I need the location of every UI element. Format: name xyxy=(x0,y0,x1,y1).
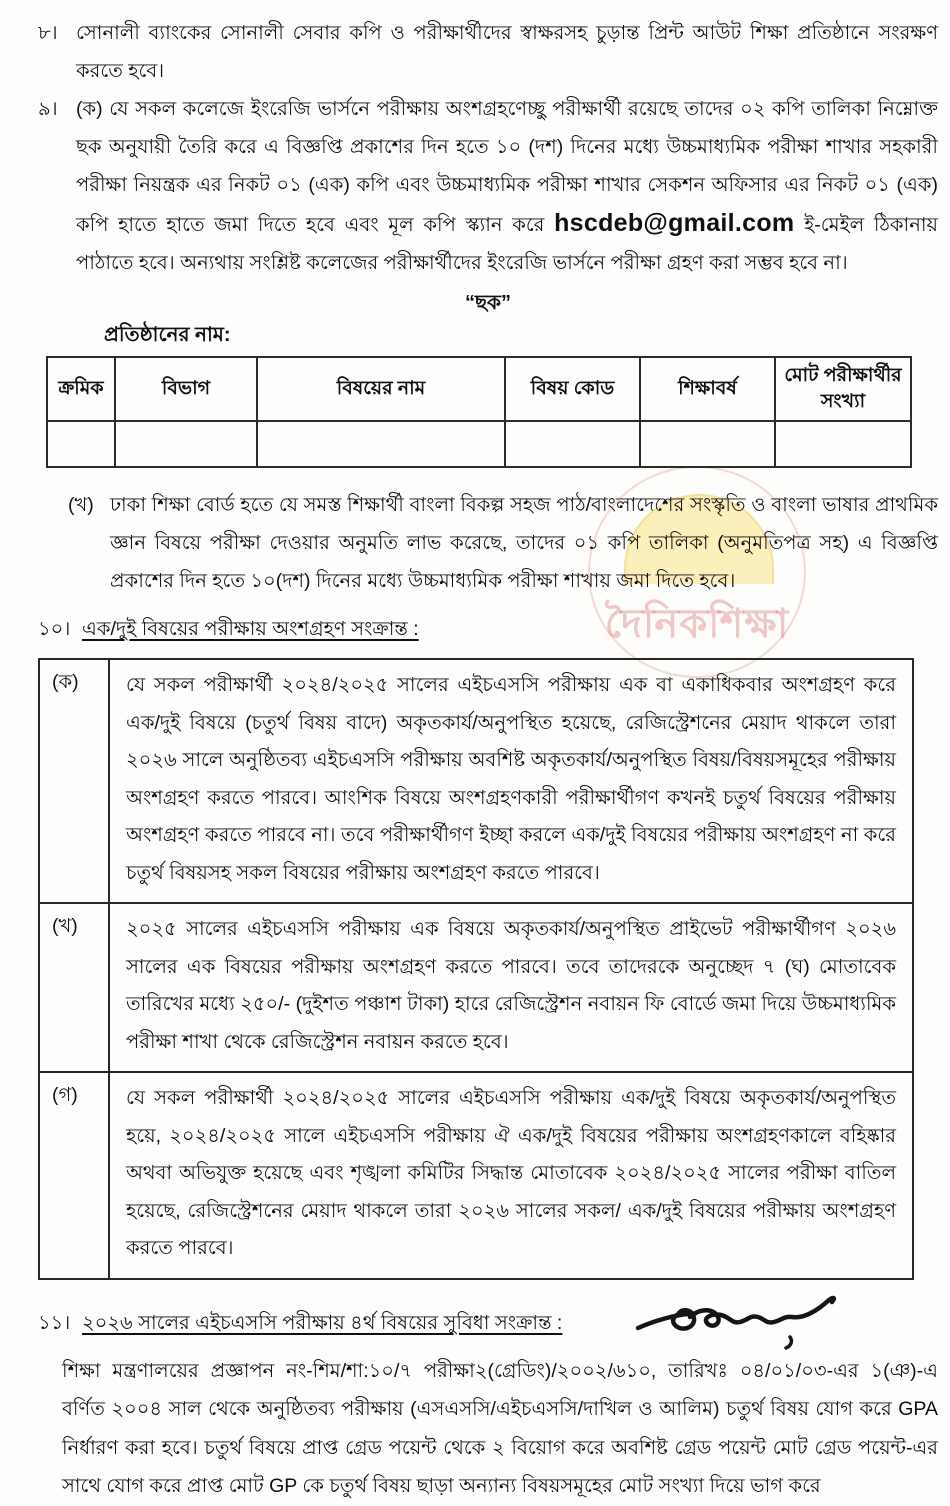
rule-ka-label: (ক) xyxy=(40,660,110,902)
empty-cell xyxy=(47,421,115,467)
col-header-group: বিভাগ xyxy=(115,357,257,421)
col-header-serial: ক্রমিক xyxy=(47,357,115,421)
watermark-text: দৈনিকশিক্ষা xyxy=(604,602,790,646)
rule-row-kha xyxy=(40,904,912,1073)
col-header-total-examinees: মোট পরীক্ষার্থীর সংখ্যা xyxy=(775,357,911,421)
empty-cell xyxy=(505,421,640,467)
signature-icon xyxy=(632,1290,842,1352)
item-11-text: শিক্ষা মন্ত্রণালয়ের প্রজ্ঞাপন নং-শিম/শা:১০/৭ পরীক্ষা২(গ্রেডিং)/২০০২/৬১০, তারিখঃ ০৪/০১/০৩-এর ১(ঞ)-এ বর্ণিত ২০০৪ সাল থেকে অনুষ্ঠিতব্য পরীক্ষায় (এসএসসি/এইচএসসি/দাখিল ও আলিম) চতুর্থ বিষয় যোগ করে GPA নির্ধারণ করা হবে। চতুর্থ বিষয়ে প্রাপ্ত গ্রেড পয়েন্ট থেকে ২ বিয়োগ করে অবশিষ্ট গ্রেড পয়েন্ট মোট গ্রেড পয়েন্ট-এর সাথে যোগ করে প্রাপ্ত মোট GP কে চতুর্থ বিষয় ছাড়া অন্যান্য বিষয়সমূহের মোট সংখ্যা দিয়ে ভাগ করে xyxy=(62,1359,938,1497)
empty-cell xyxy=(257,421,505,467)
rule-ga-text: যে সকল পরীক্ষার্থী ২০২৪/২০২৫ সালের এইচএসসি পরীক্ষায় এক/দুই বিষয়ে অকৃতকার্য/অনুপস্থিত হয়ে, ২০২৪/২০২৫ সালে এইচএসসি পরীক্ষায় ঐ এক/দুই বিষয়ের পরীক্ষায় অংশগ্রহণকালে বহিষ্কার অথবা অভিযুক্ত হয়েছে এবং শৃঙ্খলা কমিটির সিদ্ধান্ত মোতাবেক ২০২৪/২০২৫ সালের পরীক্ষা বাতিল হয়েছে, রেজিস্ট্রেশনের মেয়াদ থাকলে তারা ২০২৬ সালের সকল/ এক/দুই বিষয়ের পরীক্ষায় অংশগ্রহণ করতে পারবে। xyxy=(126,1087,897,1259)
item-9 xyxy=(38,90,938,282)
item-10-number: ১০। xyxy=(38,618,71,640)
item-11-heading-text: ২০২৬ সালের এইচএসসি পরীক্ষায় ৪র্থ বিষয়ের সুবিধা সংক্রান্ত : xyxy=(82,1311,563,1334)
signature-scribble xyxy=(632,1290,842,1357)
email-address: hscdeb@gmail.com xyxy=(554,209,795,237)
table-header-row xyxy=(47,357,911,421)
rule-ga-label: (গ) xyxy=(40,1073,110,1278)
item-9-kha-label: (খ) xyxy=(68,494,94,516)
institution-name-label: প্রতিষ্ঠানের নাম: xyxy=(104,324,231,346)
col-header-academic-year: শিক্ষাবর্ষ xyxy=(640,357,775,421)
item-9-kha xyxy=(38,486,938,600)
empty-cell xyxy=(640,421,775,467)
item-9-number: ৯। xyxy=(38,98,58,120)
item-9-kha-text: ঢাকা শিক্ষা বোর্ড হতে যে সমস্ত শিক্ষার্থী বাংলা বিকল্প সহজ পাঠ/বাংলাদেশের সংস্কৃতি ও বাংলা ভাষার প্রাথমিক জ্ঞান বিষয়ে পরীক্ষা দেওয়ার অনুমতি লাভ করেছে, তাদের ০১ কপি তালিকা (অনুমতিপত্র সহ) এ বিজ্ঞপ্তি প্রকাশের দিন হতে ১০(দশ) দিনের মধ্যে উচ্চমাধ্যমিক পরীক্ষা শাখায় জমা দিতে হবে। xyxy=(110,494,938,592)
rule-ka-text: যে সকল পরীক্ষার্থী ২০২৪/২০২৫ সালের এইচএসসি পরীক্ষায় এক বা একাধিকবার অংশগ্রহণ করে এক/দুই বিষয়ে (চতুর্থ বিষয় বাদে) অকৃতকার্য/অনুপস্থিত হয়েছে, রেজিস্ট্রেশনের মেয়াদ থাকলে তারা ২০২৬ সালে অনুষ্ঠিতব্য এইচএসসি পরীক্ষায় অবশিষ্ট অকৃতকার্য/অনুপস্থিত বিষয়/বিষয়সমূহের পরীক্ষায় অংশগ্রহণ করতে পারবে। আংশিক বিষয়ে অংশগ্রহণকারী পরীক্ষার্থীগণ কখনই চতুর্থ বিষয়ের পরীক্ষায় অংশগ্রহণ করতে পারবে না। তবে পরীক্ষার্থীগণ ইচ্ছা করলে এক/দুই বিষয়ের পরীক্ষায় অংশগ্রহণ না করে চতুর্থ বিষয়সহ সকল বিষয়ের পরীক্ষায় অংশগ্রহণ করতে পারবে। xyxy=(126,674,896,884)
english-version-candidates-table xyxy=(46,356,912,468)
item-9-text-before-email: যে সকল কলেজে ইংরেজি ভার্সনে পরীক্ষায় অংশগ্রহণেচ্ছু পরীক্ষার্থী রয়েছে তাদের ০২ কপি তালিকা নিম্নোক্ত ছক অনুযায়ী তৈরি করে এ বিজ্ঞপ্তি প্রকাশের দিন হতে ১০ (দশ) দিনের মধ্যে উচ্চমাধ্যমিক পরীক্ষা শাখার সহকারী পরীক্ষা নিয়ন্ত্রক এর নিকট ০১ (এক) কপি এবং উচ্চমাধ্যমিক পরীক্ষা শাখার সেকশন অফিসার এর নিকট ০১ (এক) কপি হাতে হাতে জমা দিতে হবে এবং মূল কপি স্ক্যান করে xyxy=(76,98,938,236)
empty-cell xyxy=(775,421,911,467)
item-9-sub-label: (ক) xyxy=(76,98,103,120)
rule-row-ka xyxy=(40,660,912,904)
rule-kha-label: (খ) xyxy=(40,904,110,1071)
item-9-text xyxy=(76,90,938,282)
participation-rules-box xyxy=(38,658,914,1280)
item-8-text: সোনালী ব্যাংকের সোনালী সেবার কপি ও পরীক্ষার্থীদের স্বাক্ষরসহ চুড়ান্ত প্রিন্ট আউট শিক্ষা প্রতিষ্ঠানে সংরক্ষণ করতে হবে। xyxy=(76,22,938,82)
item-8-number: ৮। xyxy=(38,22,58,44)
col-header-subject-code: বিষয় কোড xyxy=(505,357,640,421)
item-10-heading xyxy=(38,612,938,646)
rule-row-ga xyxy=(40,1073,912,1278)
table-caption: “ছক” xyxy=(464,292,512,314)
rule-kha-text: ২০২৫ সালের এইচএসসি পরীক্ষায় এক বিষয়ে অকৃতকার্য/অনুপস্থিত প্রাইভেট পরীক্ষার্থীগণ ২০২৬ সালের এক বিষয়ের পরীক্ষায় অংশগ্রহণ করতে পারবে। তবে তাদেরকে অনুচ্ছেদ ৭ (ঘ) মোতাবেক তারিখের মধ্যে ২৫০/- (দুইশত পঞ্চাশ টাকা) হারে রেজিস্ট্রেশন নবায়ন ফি বোর্ডে জমা দিয়ে উচ্চমাধ্যমিক পরীক্ষা শাখা থেকে রেজিস্ট্রেশন নবায়ন করতে হবে। xyxy=(126,918,896,1053)
item-9-text-after-email: ই-মেইল ঠিকানায় পাঠাতে হবে। অন্যথায় সংশ্লিষ্ট কলেজের পরীক্ষার্থীদের ইংরেজি ভার্সনে পরীক্ষা গ্রহণ করা সম্ভব হবে না। xyxy=(76,214,938,274)
item-8 xyxy=(38,14,938,90)
table-empty-row xyxy=(47,421,911,467)
item-11-number: ১১। xyxy=(38,1311,71,1334)
col-header-subject-name: বিষয়ের নাম xyxy=(257,357,505,421)
item-10-heading-text: এক/দুই বিষয়ের পরীক্ষায় অংশগ্রহণ সংক্রান্ত : xyxy=(82,618,419,640)
empty-cell xyxy=(115,421,257,467)
